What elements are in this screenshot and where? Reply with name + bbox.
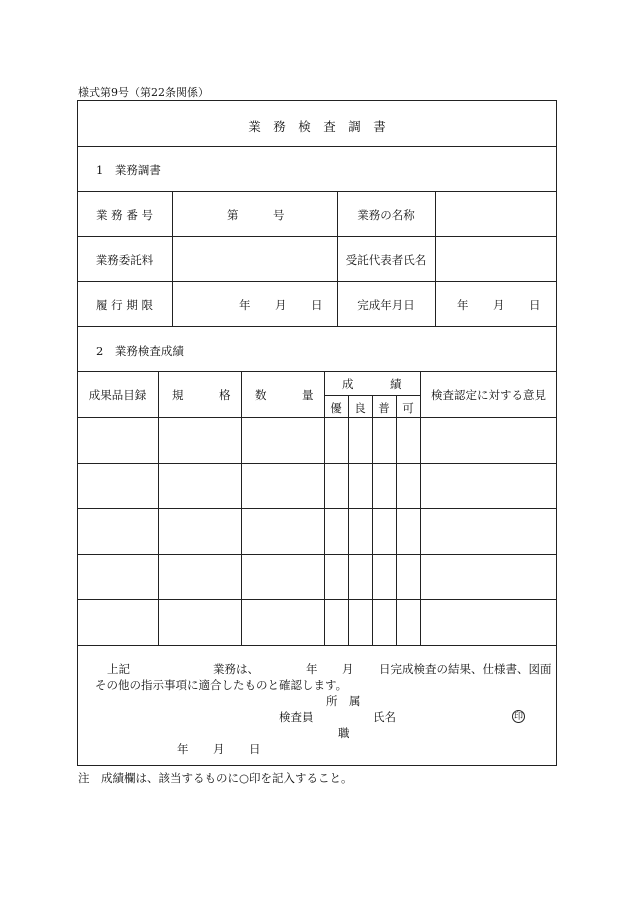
position-label: 職 [338, 726, 350, 740]
divider [77, 281, 557, 282]
divider [77, 417, 557, 418]
divider [77, 463, 557, 464]
document-title: 業 務 検 査 調 書 [248, 119, 386, 134]
confirm-text-b: 業務は、 [213, 662, 259, 676]
work-number-suffix: 号 [273, 208, 285, 222]
completion-year: 年 [457, 298, 469, 312]
contract-fee-label: 業務委託料 [95, 253, 154, 267]
deadline-label: 履 行 期 限 [96, 298, 153, 312]
completion-day: 日 [529, 298, 541, 312]
confirm-text-a: 上記 [107, 662, 130, 676]
completion-month: 月 [493, 298, 505, 312]
divider [77, 599, 557, 600]
deadline-month: 月 [275, 298, 287, 312]
divider [77, 645, 557, 646]
completion-date-label: 完成年月日 [357, 298, 415, 312]
col-products-header: 成果品目録 [88, 388, 147, 402]
work-number-label: 業 務 番 号 [96, 208, 153, 222]
contractor-rep-label: 受託代表者氏名 [345, 253, 427, 267]
divider [77, 146, 557, 147]
divider [158, 371, 159, 645]
inspector-label: 検査員 [279, 710, 314, 724]
name-label: 氏名 [373, 710, 396, 724]
col-qty-header-b: 量 [302, 388, 314, 402]
deadline-year: 年 [239, 298, 251, 312]
confirm-month: 月 [342, 662, 354, 676]
divider [420, 371, 421, 645]
sign-date-year: 年 [177, 742, 189, 756]
confirm-text-line2: その他の指示事項に適合したものと確認します。 [95, 678, 348, 692]
work-number-prefix: 第 [227, 208, 239, 222]
col-spec-header-b: 格 [219, 388, 231, 402]
sign-date-day: 日 [249, 742, 261, 756]
col-opinion-header: 検査認定に対する意見 [431, 388, 546, 402]
divider [77, 326, 557, 327]
seal-mark-icon: 印 [513, 712, 523, 722]
footnote: 注 成績欄は、該当するものに○印を記入すること。 [78, 771, 353, 785]
section2-heading: 2 業務検査成績 [96, 344, 184, 358]
sign-date-month: 月 [213, 742, 225, 756]
divider [372, 395, 373, 645]
divider [435, 191, 436, 326]
divider [77, 554, 557, 555]
col-grade-header-b: 績 [390, 377, 402, 391]
divider [77, 508, 557, 509]
divider [77, 236, 557, 237]
confirm-year: 年 [306, 662, 318, 676]
divider [241, 371, 242, 645]
grade-good: 良 [354, 401, 366, 415]
col-spec-header-a: 規 [172, 388, 184, 402]
form-number: 様式第9号（第22条関係） [78, 86, 209, 99]
grade-excellent: 優 [330, 401, 342, 415]
divider [77, 371, 557, 372]
confirm-text-c: 日完成検査の結果、仕様書、図面 [379, 662, 552, 676]
affiliation-label: 所 属 [326, 694, 361, 708]
work-name-label: 業務の名称 [357, 208, 415, 222]
divider [348, 395, 349, 645]
col-qty-header-a: 数 [255, 388, 267, 402]
grade-pass: 可 [402, 401, 414, 415]
col-grade-header-a: 成 [342, 377, 354, 391]
section1-heading: 1 業務調書 [96, 163, 161, 177]
divider [172, 191, 173, 326]
divider [77, 191, 557, 192]
grade-fair: 普 [378, 401, 390, 415]
deadline-day: 日 [311, 298, 323, 312]
divider [396, 395, 397, 645]
